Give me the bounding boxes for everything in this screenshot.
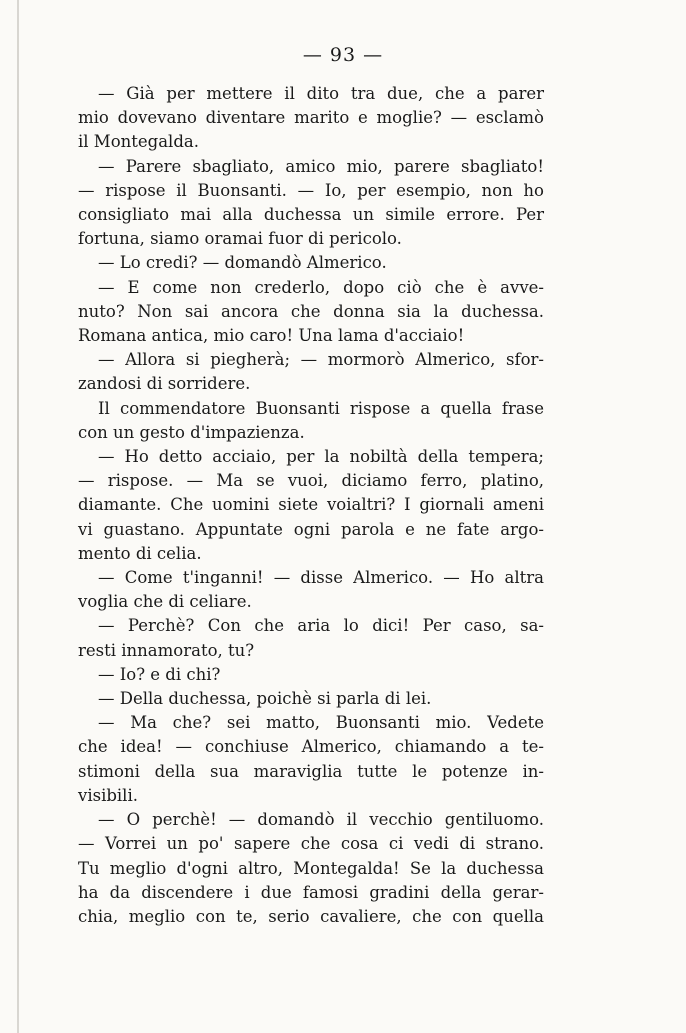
text-line: mio dovevano diventare marito e moglie? — esclamò: [78, 108, 544, 128]
text-line: — Perchè? Con che aria lo dici! Per caso, sa-: [98, 616, 544, 636]
text-line: che idea! — conchiuse Almerico, chiamando a te-: [78, 737, 544, 757]
text-line: ha da discendere i due famosi gradini della gerar-: [78, 882, 544, 902]
text-line: — Già per mettere il dito tra due, che a parer: [98, 84, 544, 103]
text-line: consigliato mai alla duchessa un simile errore. Per: [78, 205, 544, 225]
page-binding-edge: [17, 0, 19, 1033]
text-line: — Ma che? sei matto, Buonsanti mio. Vedete: [98, 713, 544, 733]
text-line: — Della duchessa, poichè si parla di lei.: [98, 689, 432, 709]
text-line: — rispose. — Ma se vuoi, diciamo ferro, platino,: [78, 471, 544, 491]
text-line: voglia che di celiare.: [78, 592, 252, 612]
text-line: — Ho detto acciaio, per la nobiltà della tempera;: [98, 447, 544, 467]
text-line: resti innamorato, tu?: [78, 640, 255, 660]
text-line: — Vorrei un po' sapere che cosa ci vedi di strano.: [78, 834, 544, 854]
text-line: visibili.: [78, 785, 138, 805]
text-line: — E come non crederlo, dopo ciò che è avve-: [98, 277, 544, 297]
text-line: mento di celia.: [78, 543, 202, 563]
text-line: vi guastano. Appuntate ogni parola e ne fate argo-: [78, 519, 544, 539]
text-line: — rispose il Buonsanti. — Io, per esempio, non ho: [78, 180, 544, 200]
text-line: nuto? Non sai ancora che donna sia la duchessa.: [78, 301, 544, 321]
text-line: il Montegalda.: [78, 132, 199, 152]
text-line: Romana antica, mio caro! Una lama d'acciaio!: [78, 326, 465, 346]
text-line: Il commendatore Buonsanti rispose a quella frase: [98, 398, 544, 418]
text-line: diamante. Che uomini siete voialtri? I giornali ameni: [78, 495, 544, 515]
text-line: — Allora si piegherà; — mormorò Almerico, sfor-: [98, 350, 544, 370]
text-line: zandosi di sorridere.: [78, 374, 251, 394]
text-line: con un gesto d'impazienza.: [78, 422, 305, 442]
text-line: stimoni della sua maraviglia tutte le potenze in-: [78, 761, 544, 781]
text-line: — Parere sbagliato, amico mio, parere sbagliato!: [98, 156, 544, 176]
page-body-text: [78, 82, 544, 929]
text-line: — Come t'inganni! — disse Almerico. — Ho altra: [98, 568, 544, 588]
page-number: — 93 —: [302, 44, 384, 66]
text-line: — O perchè! — domandò il vecchio gentiluomo.: [98, 810, 544, 830]
text-line: fortuna, siamo oramai fuor di pericolo.: [78, 229, 402, 249]
text-line: — Io? e di chi?: [98, 664, 221, 684]
text-line: Tu meglio d'ogni altro, Montegalda! Se la duchessa: [78, 858, 544, 878]
text-line: chia, meglio con te, serio cavaliere, che con quella: [78, 906, 544, 926]
text-line: — Lo credi? — domandò Almerico.: [98, 253, 387, 273]
